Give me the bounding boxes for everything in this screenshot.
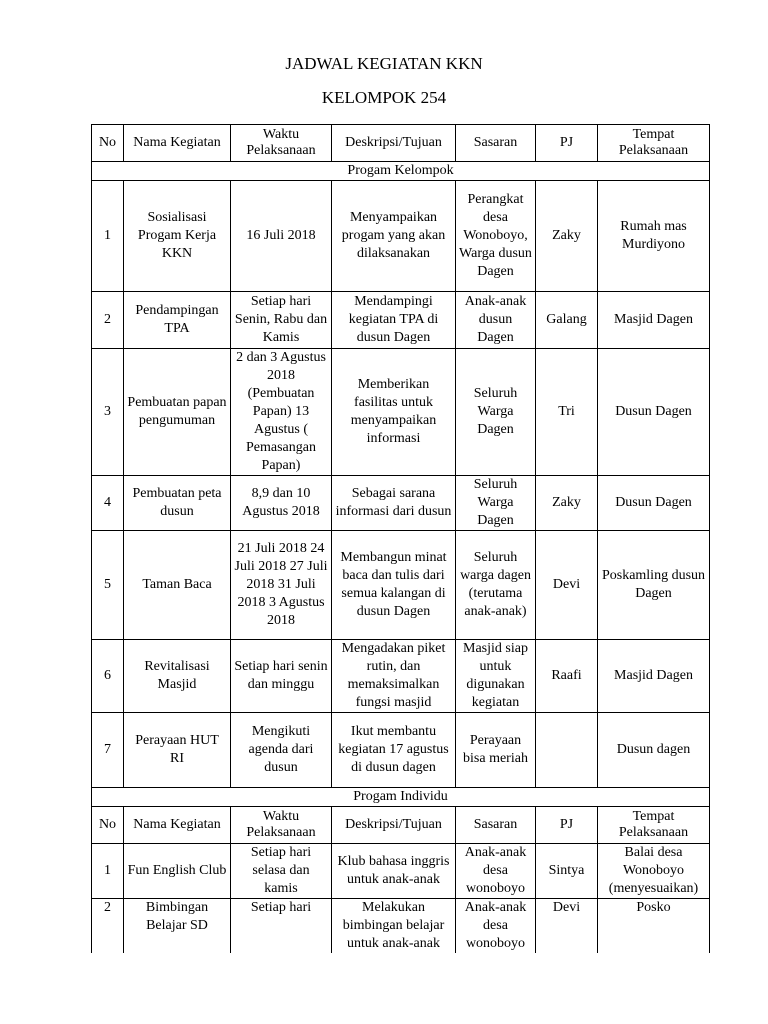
name-cell: Taman Baca	[124, 531, 231, 640]
place-cell: Dusun Dagen	[598, 349, 710, 476]
description-cell: Sebagai sarana informasi dari dusun	[332, 476, 456, 531]
document-subtitle: KELOMPOK 254	[321, 88, 447, 107]
target-cell: Masjid siap untuk digunakan kegiatan	[456, 640, 536, 713]
name-cell: Fun English Club	[124, 844, 231, 899]
table-row	[92, 531, 710, 640]
description-cell: Menyampaikan progam yang akan dilaksanakan	[332, 181, 456, 292]
pj-cell: Galang	[536, 292, 598, 349]
column-header: PJ	[536, 125, 598, 162]
place-cell: Poskamling dusun Dagen	[598, 531, 710, 640]
place-cell: Posko	[598, 899, 710, 954]
no-cell: 3	[92, 349, 124, 476]
section-row	[92, 788, 710, 807]
table-row	[92, 640, 710, 713]
time-cell: Mengikuti agenda dari dusun	[231, 713, 332, 788]
column-header: Waktu Pelaksanaan	[231, 807, 332, 844]
table-row	[92, 181, 710, 292]
time-cell: Setiap hari selasa dan kamis	[231, 844, 332, 899]
pj-cell: Zaky	[536, 181, 598, 292]
column-header: Deskripsi/Tujuan	[332, 125, 456, 162]
table-row	[92, 899, 710, 954]
target-cell: Perangkat desa Wonoboyo, Warga dusun Dagen	[456, 181, 536, 292]
place-cell: Masjid Dagen	[598, 292, 710, 349]
time-cell: Setiap hari	[231, 899, 332, 954]
no-cell: 6	[92, 640, 124, 713]
pj-cell: Raafi	[536, 640, 598, 713]
pj-cell: Tri	[536, 349, 598, 476]
place-cell: Dusun dagen	[598, 713, 710, 788]
time-cell: 2 dan 3 Agustus 2018 (Pembuatan Papan) 13 Agustus ( Pemasangan Papan)	[231, 349, 332, 476]
time-cell: Setiap hari senin dan minggu	[231, 640, 332, 713]
name-cell: Revitalisasi Masjid	[124, 640, 231, 713]
no-cell: 1	[92, 844, 124, 899]
description-cell: Mendampingi kegiatan TPA di dusun Dagen	[332, 292, 456, 349]
column-header: No	[92, 125, 124, 162]
name-cell: Pembuatan peta dusun	[124, 476, 231, 531]
name-cell: Pendampingan TPA	[124, 292, 231, 349]
table-row	[92, 713, 710, 788]
no-cell: 5	[92, 531, 124, 640]
target-cell: Seluruh Warga Dagen	[456, 349, 536, 476]
table-row	[92, 292, 710, 349]
time-cell: 8,9 dan 10 Agustus 2018	[231, 476, 332, 531]
no-cell: 2	[92, 899, 124, 954]
column-header: Tempat Pelaksanaan	[598, 807, 710, 844]
no-cell: 7	[92, 713, 124, 788]
column-header: Sasaran	[456, 807, 536, 844]
section-title: Progam Kelompok	[92, 162, 710, 181]
no-cell: 2	[92, 292, 124, 349]
target-cell: Seluruh warga dagen (terutama anak-anak)	[456, 531, 536, 640]
description-cell: Klub bahasa inggris untuk anak-anak	[332, 844, 456, 899]
column-header: Deskripsi/Tujuan	[332, 807, 456, 844]
column-header: Nama Kegiatan	[124, 125, 231, 162]
section-row	[92, 162, 710, 181]
description-cell: Memberikan fasilitas untuk menyampaikan informasi	[332, 349, 456, 476]
description-cell: Membangun minat baca dan tulis dari semua kalangan di dusun Dagen	[332, 531, 456, 640]
table-row	[92, 844, 710, 899]
name-cell: Bimbingan Belajar SD	[124, 899, 231, 954]
column-header: Waktu Pelaksanaan	[231, 125, 332, 162]
table-header-row	[92, 807, 710, 844]
place-cell: Dusun Dagen	[598, 476, 710, 531]
column-header: Tempat Pelaksanaan	[598, 125, 710, 162]
pj-cell	[536, 713, 598, 788]
place-cell: Balai desa Wonoboyo (menyesuaikan)	[598, 844, 710, 899]
target-cell: Anak-anak desa wonoboyo	[456, 899, 536, 954]
time-cell: 16 Juli 2018	[231, 181, 332, 292]
description-cell: Mengadakan piket rutin, dan memaksimalkan fungsi masjid	[332, 640, 456, 713]
pj-cell: Sintya	[536, 844, 598, 899]
target-cell: Anak-anak desa wonoboyo	[456, 844, 536, 899]
pj-cell: Devi	[536, 531, 598, 640]
table-row	[92, 349, 710, 476]
section-title: Progam Individu	[92, 788, 710, 807]
place-cell: Masjid Dagen	[598, 640, 710, 713]
pj-cell: Devi	[536, 899, 598, 954]
table-header-row	[92, 125, 710, 162]
document-title: JADWAL KEGIATAN KKN	[285, 54, 483, 73]
name-cell: Perayaan HUT RI	[124, 713, 231, 788]
table-row	[92, 476, 710, 531]
target-cell: Anak-anak dusun Dagen	[456, 292, 536, 349]
column-header: Nama Kegiatan	[124, 807, 231, 844]
column-header: Sasaran	[456, 125, 536, 162]
description-cell: Ikut membantu kegiatan 17 agustus di dusun dagen	[332, 713, 456, 788]
column-header: PJ	[536, 807, 598, 844]
no-cell: 4	[92, 476, 124, 531]
time-cell: Setiap hari Senin, Rabu dan Kamis	[231, 292, 332, 349]
name-cell: Sosialisasi Progam Kerja KKN	[124, 181, 231, 292]
time-cell: 21 Juli 2018 24 Juli 2018 27 Juli 2018 31 Juli 2018 3 Agustus 2018	[231, 531, 332, 640]
no-cell: 1	[92, 181, 124, 292]
target-cell: Perayaan bisa meriah	[456, 713, 536, 788]
description-cell: Melakukan bimbingan belajar untuk anak-anak	[332, 899, 456, 954]
place-cell: Rumah mas Murdiyono	[598, 181, 710, 292]
column-header: No	[92, 807, 124, 844]
name-cell: Pembuatan papan pengumuman	[124, 349, 231, 476]
schedule-table	[91, 124, 710, 953]
pj-cell: Zaky	[536, 476, 598, 531]
target-cell: Seluruh Warga Dagen	[456, 476, 536, 531]
